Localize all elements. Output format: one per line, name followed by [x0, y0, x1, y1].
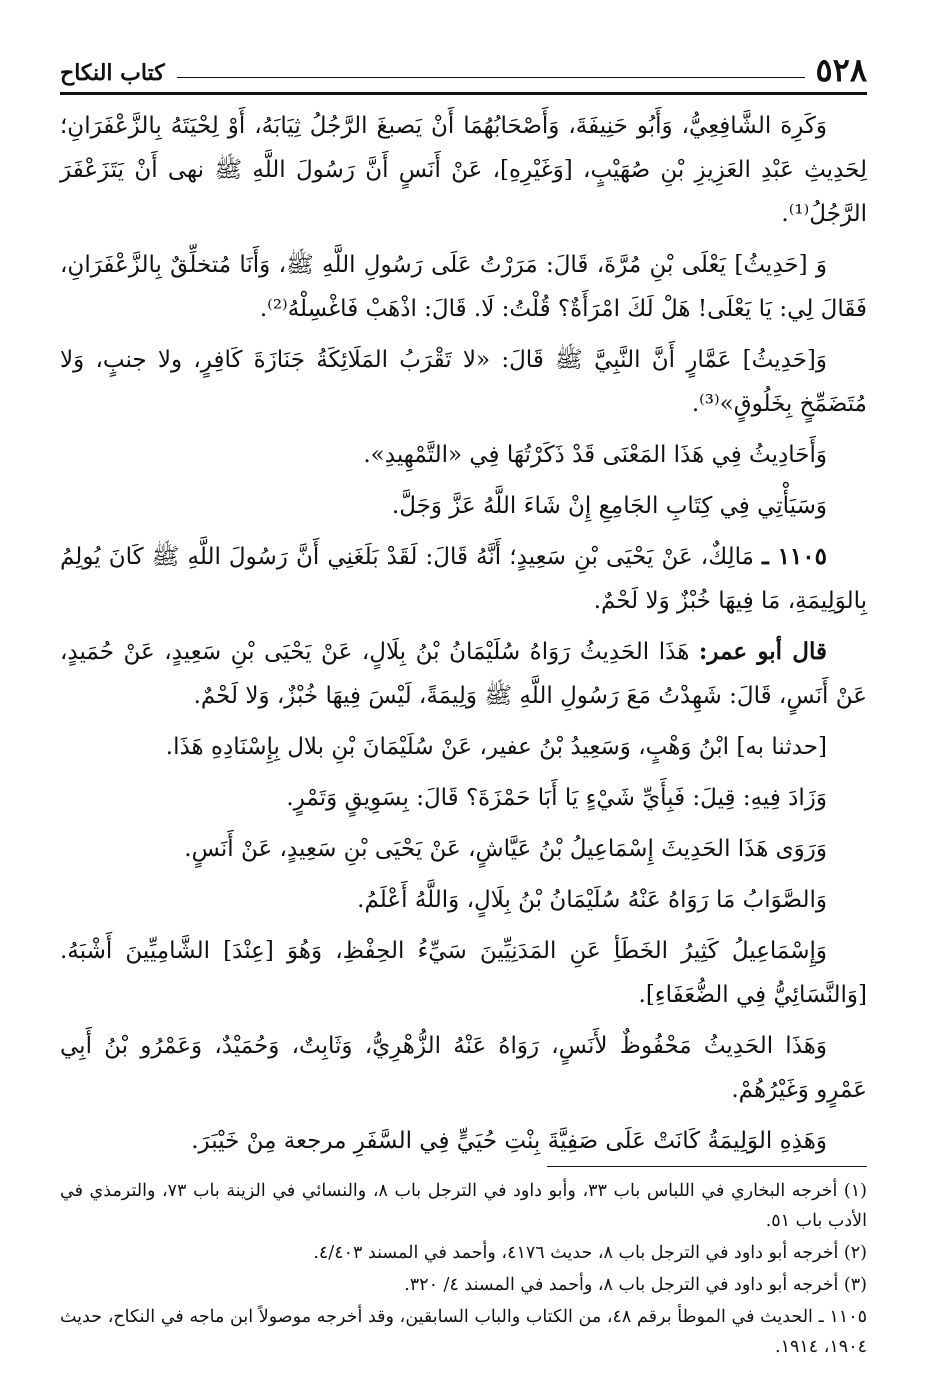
header-bottom-rule	[60, 92, 867, 95]
paragraph-9: وَزَادَ فِيهِ: قِيلَ: فَبِأَيِّ شَيْءٍ يَا أَبَا حَمْزَةَ؟ قَالَ: بِسَوِيقٍ وَتَمْرٍ.	[286, 785, 827, 811]
hadith-number: ١١٠٥ ـ	[762, 543, 827, 570]
paragraph-8: [حدثنا به] ابْنُ وَهْبٍ، وَسَعِيدُ بْنُ عفير، عَنْ سُلَيْمَانَ بْنِ بلال بِإِسْنَادِهِ هَذَا.	[165, 734, 827, 760]
paragraph-12: وَإِسْمَاعِيلُ كَثِيرُ الخَطَأِ عَنِ المَدَنِيِّينَ سَيِّءُ الحِفْظِ، وَهُوَ [عِنْدَ] الشَّامِيِّينَ أَشْبَهُ. [وَالنَّسَائِيُّ فِي الضُّعَفَاءِ].	[60, 938, 867, 1008]
footnote-separator	[547, 1166, 867, 1167]
footnote-2: (٢) أخرجه أبو داود في الترجل باب ٨، حديث ٤١٧٦، وأحمد في المسند ٤/٤٠٣.	[313, 1243, 867, 1263]
running-header	[60, 40, 867, 89]
paragraph-2: وَ [حَدِيثُ] يَعْلَى بْنِ مُرَّةَ، قَالَ: مَرَرْتُ عَلَى رَسُولِ اللَّهِ ﷺ، وَأَنَا مُتخلِّقٌ بِالزَّعْفَرَانِ، فَقَالَ لِي: يَا يَعْلَى! هَلْ لَكَ امْرَأَةٌ؟ قُلْتُ: لَا. قَالَ: اذْهَبْ فَاغْسِلْهُ⁽²⁾.	[60, 252, 867, 322]
paragraph-1: وَكَرِهَ الشَّافِعِيُّ، وَأَبُو حَنِيفَةَ، وَأَصْحَابُهُمَا أَنْ يَصبغَ الرَّجُلُ ثِيَابَهُ، أَوْ لِحْيَتَهُ بِالزَّعْفَرَانِ؛ لِحَدِيثِ عَبْدِ العَزِيزِ بْنِ صُهَيْبٍ، [وَغَيْرِهِ]، عَنْ أَنَسٍ أَنَّ رَسُولَ اللَّهِ ﷺ نهى أَنْ يَتَزَعْفَرَ الرَّجُلُ⁽¹⁾.	[60, 113, 867, 227]
book-title: كتاب النكاح	[60, 60, 165, 86]
footnote-1105: ١١٠٥ ـ الحديث في الموطأ برقم ٤٨، من الكتاب والباب السابقين، وقد أخرجه موصولاً ابن ماجه في النكاح، حديث ١٩٠٤، ١٩١٤.	[60, 1307, 867, 1357]
footnote-1: (١) أخرجه البخاري في اللباس باب ٣٣، وأبو داود في الترجل باب ٨، والنسائي في الزينة باب ٧٣، والترمذي في الأدب باب ٥١.	[60, 1181, 867, 1231]
header-rule	[177, 77, 806, 78]
paragraph-4: وَأَحَادِيثُ فِي هَذَا المَعْنَى قَدْ ذَكَرْتُهَا فِي «التَّمْهِيدِ».	[363, 442, 827, 468]
commentator-label: قال أبو عمر:	[698, 638, 827, 665]
paragraph-11: وَالصَّوَابُ مَا رَوَاهُ عَنْهُ سُلَيْمَانُ بْنُ بِلَالٍ، وَاللَّهُ أَعْلَمُ.	[357, 887, 827, 913]
hadith-1105: ١١٠٥ ـ مَالِكٌ، عَنْ يَحْيَى بْنِ سَعِيدٍ؛ أَنَّهُ قَالَ: لَقَدْ بَلَغَنِي أَنَّ رَسُولَ اللَّهِ ﷺ كَانَ يُولِمُ بِالوَلِيمَةِ، مَا فِيهَا خُبْزٌ وَلا لَحْمٌ.	[60, 543, 867, 614]
footnote-3: (٣) أخرجه أبو داود في الترجل باب ٨، وأحمد في المسند ٤/ ٣٢٠.	[404, 1275, 867, 1295]
paragraph-5: وَسَيَأْتِي فِي كِتَابِ الجَامِعِ إِنْ شَاءَ اللَّهُ عَزَّ وَجَلَّ.	[391, 493, 827, 519]
footnotes	[60, 1176, 867, 1364]
page-number: ٥٢٨	[815, 51, 867, 89]
paragraph-3: وَ[حَدِيثُ] عَمَّارٍ أَنَّ النَّبِيَّ ﷺ قَالَ: «لا تَقْرَبُ المَلَائِكَةُ جَنَازَةَ كَافِرٍ، ولا جنبٍ، وَلا مُتَضَمِّخٍ بِخَلُوقٍ»⁽³⁾.	[60, 347, 867, 417]
paragraph-14: وَهَذِهِ الوَلِيمَةُ كَانَتْ عَلَى صَفِيَّةَ بِنْتِ حُيَيٍّ فِي السَّفَرِ مرجعة مِنْ خَيْبَرَ.	[191, 1128, 827, 1154]
main-text	[60, 104, 867, 1170]
paragraph-13: وَهَذَا الحَدِيثُ مَحْفُوظٌ لأَنَسٍ، رَوَاهُ عَنْهُ الزُّهْرِيُّ، وَثَابِتٌ، وَحُمَيْدٌ، وَعَمْرُو بْنُ أَبِي عَمْرٍو وَغَيْرُهُمْ.	[60, 1033, 867, 1103]
paragraph-10: وَرَوَى هَذَا الحَدِيثَ إِسْمَاعِيلُ بْنُ عَيَّاشٍ، عَنْ يَحْيَى بْنِ سَعِيدٍ، عَنْ أَنَسٍ.	[184, 836, 827, 862]
commentary-abu-umar: قال أبو عمر: هَذَا الحَدِيثُ رَوَاهُ سُلَيْمَانُ بْنُ بِلَالٍ، عَنْ يَحْيَى بْنِ سَعِيدٍ، عَنْ حُمَيدٍ، عَنْ أَنَسٍ، قَالَ: شَهِدْتُ مَعَ رَسُولِ اللَّهِ ﷺ وَلِيمَةً، لَيْسَ فِيهَا خُبْزٌ، وَلا لَحْمٌ.	[60, 638, 867, 709]
